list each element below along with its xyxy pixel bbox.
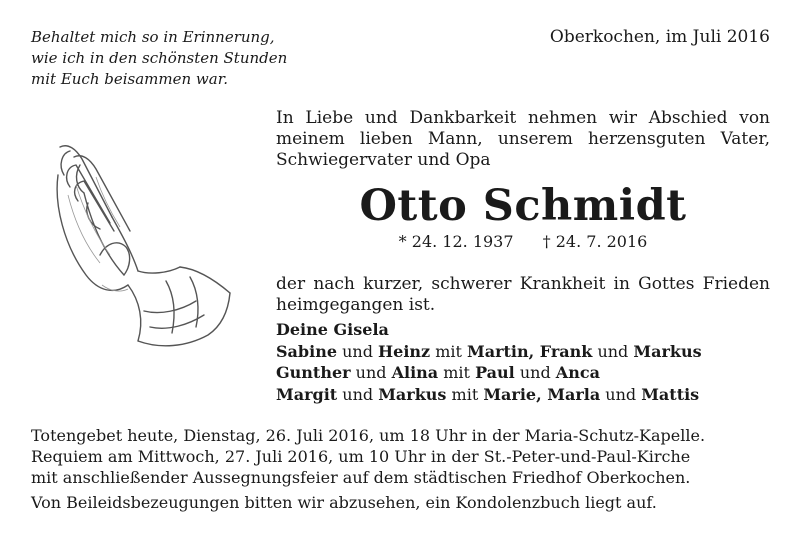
life-dates — [276, 231, 770, 253]
condolence-note: Von Beileidsbezeugungen bitten wir abzusehen, ein Kondolenzbuch liegt auf. — [31, 493, 657, 512]
place-date: Oberkochen, im Juli 2016 — [549, 27, 770, 47]
birth-date: * 24. 12. 1937 — [398, 232, 514, 251]
service-line: Totengebet heute, Dienstag, 26. Juli 2016, um 18 Uhr in der Maria-Schutz-Kapelle. — [31, 426, 706, 445]
deceased-name: Otto Schmidt — [359, 181, 687, 231]
service-info — [31, 425, 771, 513]
mourner-name: Anca — [555, 363, 600, 382]
connector: und — [514, 363, 556, 382]
death-date: † 24. 7. 2016 — [542, 232, 648, 251]
mourner-name: Deine Gisela — [276, 320, 389, 339]
mourner-name: Mattis — [641, 384, 700, 404]
mourner-name: Paul — [475, 363, 515, 382]
passing-text: der nach kurzer, schwerer Krankheit in Gottes Frieden heimgegangen ist. — [276, 274, 770, 315]
service-line: mit anschließender Aussegnungsfeier auf dem städtischen Friedhof Oberkochen. — [31, 468, 691, 487]
mourners-line — [276, 362, 770, 384]
connector: mit — [438, 363, 476, 382]
connector: mit — [446, 384, 484, 404]
mourners-list — [276, 319, 770, 405]
mourners-line — [276, 384, 770, 406]
mourners-line — [276, 319, 770, 341]
service-line: Requiem am Mittwoch, 27. Juli 2016, um 10 Uhr in der St.-Peter-und-Paul-Kirche — [31, 447, 691, 466]
memorial-quote — [31, 27, 331, 90]
praying-hands-icon — [40, 135, 240, 365]
mourner-name: Margit — [276, 384, 338, 404]
mourner-name: Gunther — [276, 363, 351, 382]
connector: und — [337, 341, 379, 361]
mourner-name: Martin, Frank — [467, 341, 593, 361]
mourner-name: Markus — [378, 384, 447, 404]
mourner-name: Sabine — [276, 341, 337, 361]
mourner-name: Marie, Marla — [483, 384, 601, 404]
connector: und — [600, 384, 642, 404]
quote-line: mit Euch beisammen war. — [31, 70, 228, 88]
intro-text: In Liebe und Dankbarkeit nehmen wir Abschied von meinem lieben Mann, unserem herzensguten Vater, Schwiegervater und Opa — [276, 108, 770, 170]
connector: und — [592, 341, 634, 361]
mourners-line — [276, 341, 770, 363]
connector: mit — [430, 341, 468, 361]
mourner-name: Alina — [391, 363, 439, 382]
mourner-name: Heinz — [378, 341, 431, 361]
quote-line: wie ich in den schönsten Stunden — [31, 49, 288, 67]
mourner-name: Markus — [633, 341, 702, 361]
connector: und — [350, 363, 392, 382]
quote-line: Behaltet mich so in Erinnerung, — [31, 28, 275, 46]
connector: und — [337, 384, 379, 404]
